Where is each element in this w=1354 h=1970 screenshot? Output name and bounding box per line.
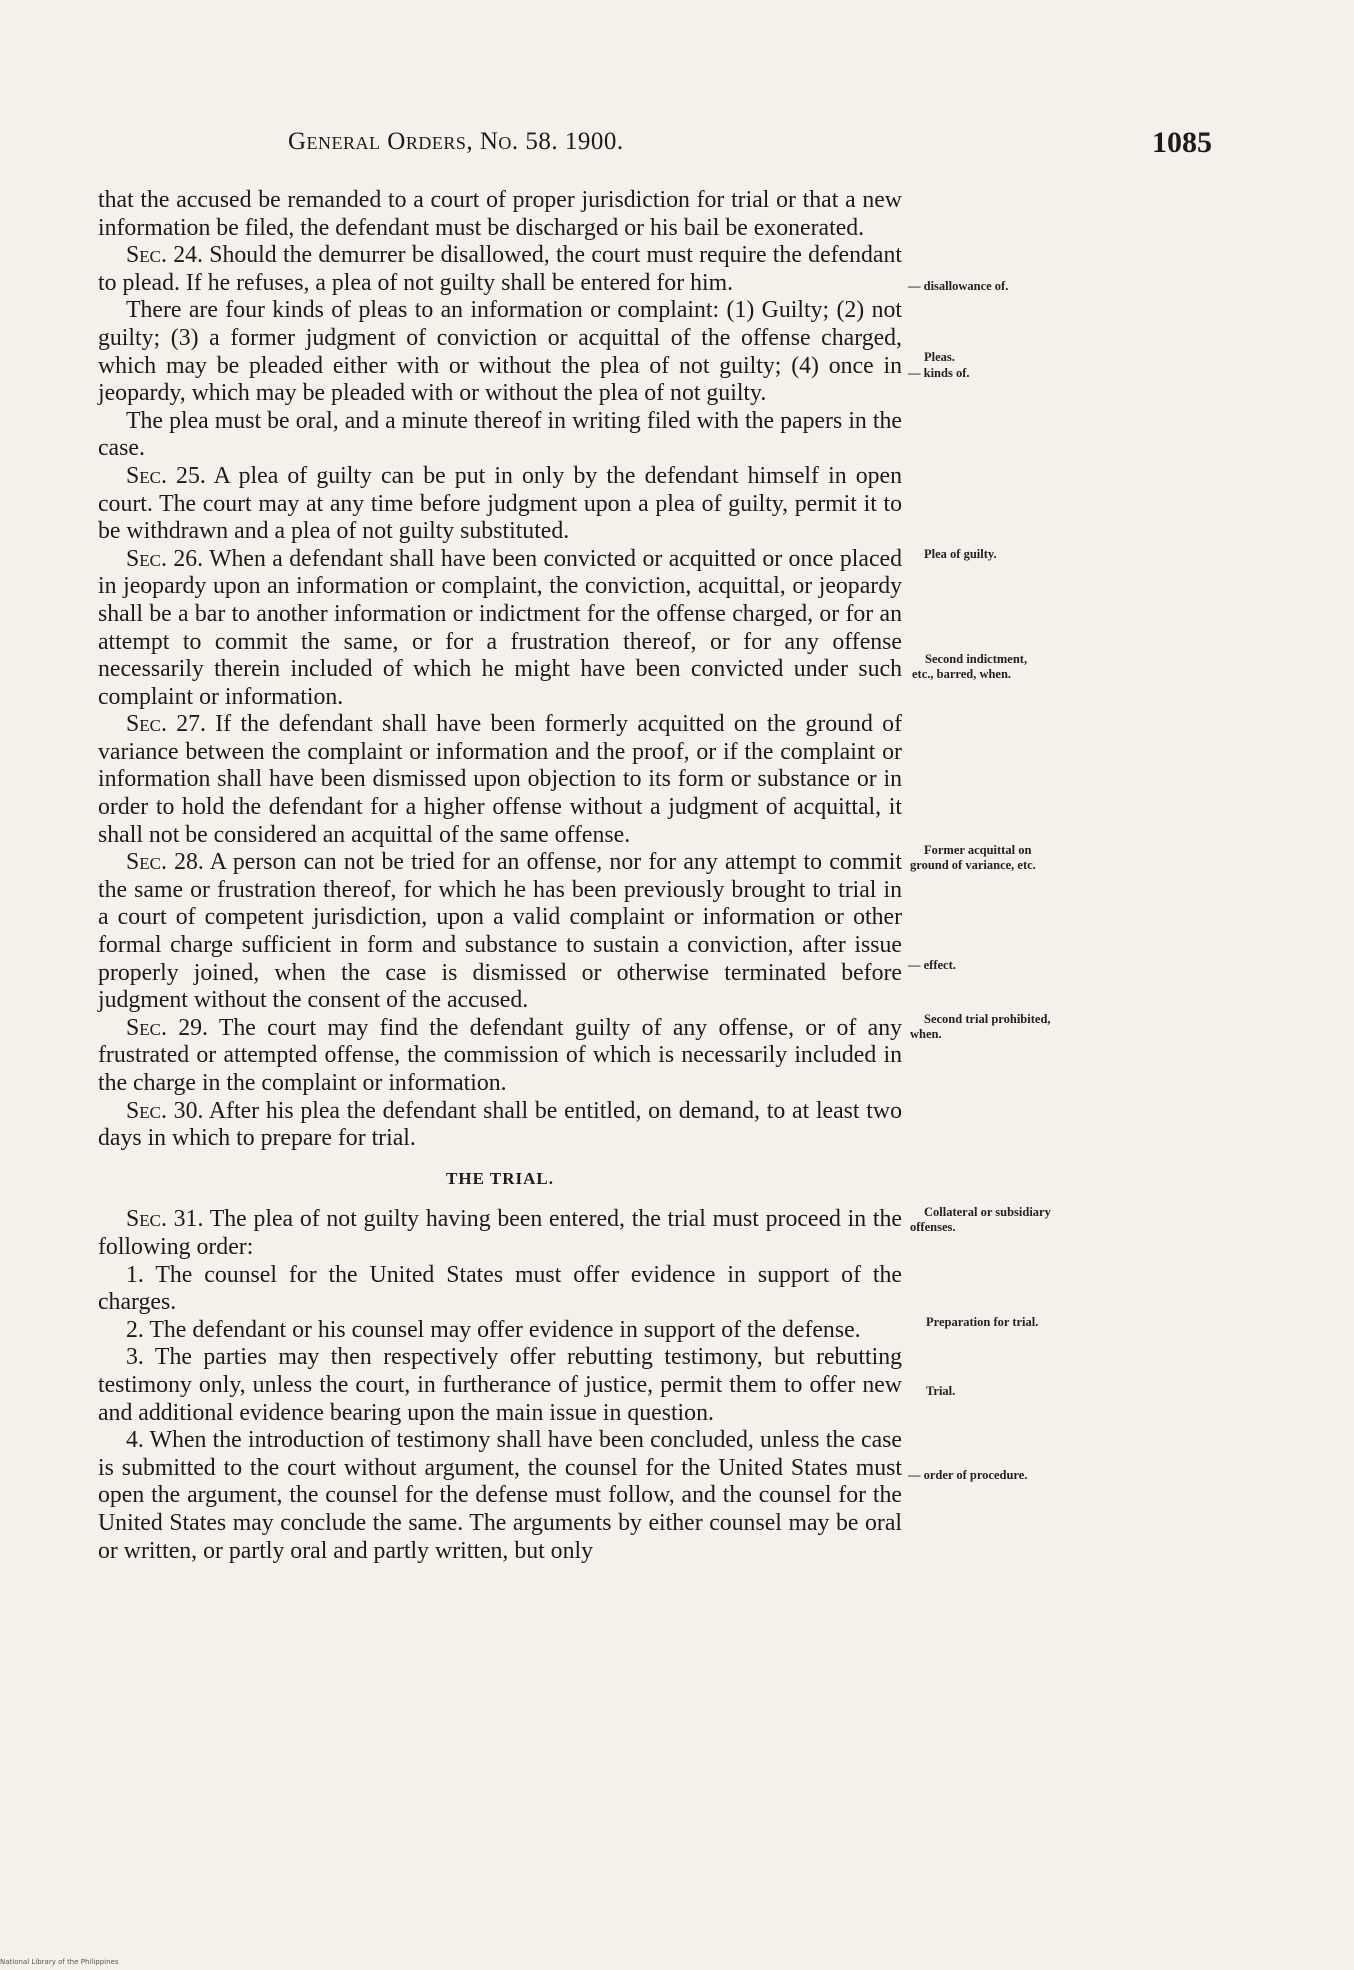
margin-note: Pleas.: [924, 350, 955, 364]
paragraph: 3. The parties may then respectively offer rebutting testimony, but rebutting testimony only, unless the court, in furtherance of justice, permit them to offer new and additional evidence bearing upon the main issue in question.: [98, 1344, 902, 1426]
margin-note: when.: [910, 1027, 942, 1041]
paragraph: There are four kinds of pleas to an information or complaint: (1) Guilty; (2) not guilty; (3) a former judgment of conviction or acquittal of the offense charged, which may be pleaded either with or without the plea of not guilty; (4) once in jeopardy, which may be pleaded with or without the plea of not guilty.: [98, 297, 902, 407]
paragraph: 1. The counsel for the United States must offer evidence in support of the charges.: [98, 1261, 902, 1316]
section-label: Sec. 24.: [126, 242, 203, 269]
margin-note: Former acquittal on: [924, 843, 1032, 857]
paragraph-text: A plea of guilty can be put in only by the defendant himself in open court. The court may at any time before judgment upon a plea of guilty, permit it to be withdrawn and a plea of not guilty substituted.: [98, 462, 902, 545]
section-label: Sec. 28.: [126, 849, 204, 876]
paragraph-sec-26: [98, 546, 902, 712]
section-label: Sec. 29.: [126, 1014, 208, 1041]
paragraph: 2. The defendant or his counsel may offer evidence in support of the defense.: [126, 1316, 861, 1343]
paragraph: 4. When the introduction of testimony shall have been concluded, unless the case is submitted to the court without argument, the counsel for the United States must open the argument, the counsel for the defense must follow, and the counsel for the United States may conclude the same. The arguments by either counsel may be oral or written, or partly oral and partly written, but only: [98, 1427, 902, 1564]
page-number: 1085: [1152, 126, 1212, 159]
margin-note: Collateral or subsidiary: [924, 1205, 1051, 1219]
paragraph-text: Should the demurrer be disallowed, the court must require the defendant to plead. If he refuses, a plea of not guilty shall be entered for him.: [98, 242, 902, 296]
paragraph-sec-25: [98, 463, 902, 546]
margin-note: Plea of guilty.: [924, 547, 997, 561]
margin-note: Second indictment,: [925, 652, 1028, 666]
margin-note: etc., barred, when.: [912, 667, 1012, 681]
paragraph-sec-28: [98, 849, 902, 1015]
paragraph-sec-27: [98, 711, 902, 849]
section-label: Sec. 31.: [126, 1206, 204, 1233]
paragraph: that the accused be remanded to a court of proper jurisdiction for trial or that a new information be filed, the defendant must be discharged or his bail be exonerated.: [98, 187, 902, 241]
margin-note: — effect.: [908, 958, 956, 972]
margin-note: — order of procedure.: [908, 1468, 1028, 1482]
margin-note: Trial.: [926, 1384, 956, 1398]
paragraph-sec-31: [98, 1206, 902, 1261]
paragraph-sec-30: [98, 1098, 902, 1153]
paragraph-sec-24: [98, 242, 902, 297]
margin-note: ground of variance, etc.: [910, 858, 1036, 872]
margin-note: offenses.: [910, 1220, 956, 1234]
section-heading-trial: THE TRIAL.: [446, 1168, 554, 1188]
running-head: General Orders, No. 58. 1900.: [288, 128, 624, 155]
margin-note: Second trial prohibited,: [924, 1012, 1051, 1026]
scan-credit: National Library of the Philippines: [0, 1958, 119, 1966]
paragraph: The plea must be oral, and a minute thereof in writing filed with the papers in the case.: [98, 407, 902, 462]
margin-note: — disallowance of.: [908, 279, 1009, 293]
paragraph-sec-29: [98, 1015, 902, 1098]
section-label: Sec. 26.: [126, 545, 204, 572]
margin-note: — kinds of.: [908, 366, 970, 380]
page-header: [92, 128, 1222, 168]
paragraph-text: After his plea the defendant shall be entitled, on demand, to at least two days in which to prepare for trial.: [98, 1097, 903, 1152]
paragraph-text: The court may find the defendant guilty of any offense, or of any frustrated or attempted offense, the commission of which is necessarily included in the charge in the complaint or information.: [98, 1014, 902, 1096]
paragraph-text: When a defendant shall have been convicted or acquitted or once placed in jeopardy upon an information or complaint, the conviction, acquittal, or jeopardy shall be a bar to another information or indictment for the offense charged, or for an attempt to commit the same, or for a frustration thereof, or for any offense necessarily therein included of which he might have been convicted under such complaint or information.: [98, 545, 902, 710]
section-label: Sec. 25.: [126, 462, 206, 489]
paragraph-text: The plea of not guilty having been entered, the trial must proceed in the following order:: [98, 1206, 902, 1260]
section-label: Sec. 27.: [126, 711, 206, 738]
margin-note: Preparation for trial.: [926, 1315, 1039, 1329]
section-label: Sec. 30.: [126, 1097, 204, 1124]
paragraph-text: A person can not be tried for an offense, nor for any attempt to commit the same or frustration thereof, for which he has been previously brought to trial in a court of competent jurisdiction, upon a valid complaint or information or other formal charge sufficient in form and substance to sustain a conviction, after issue properly joined, when the case is dismissed or otherwise terminated before judgment without the consent of the accused.: [98, 849, 902, 1014]
body-text: [98, 187, 902, 1565]
paragraph-text: If the defendant shall have been formerly acquitted on the ground of variance between the complaint or information and the proof, or if the complaint or information shall have been dismissed upon objection to its form or substance or in order to hold the defendant for a higher offense without a judgment of acquittal, it shall not be considered an acquittal of the same offense.: [98, 711, 902, 848]
